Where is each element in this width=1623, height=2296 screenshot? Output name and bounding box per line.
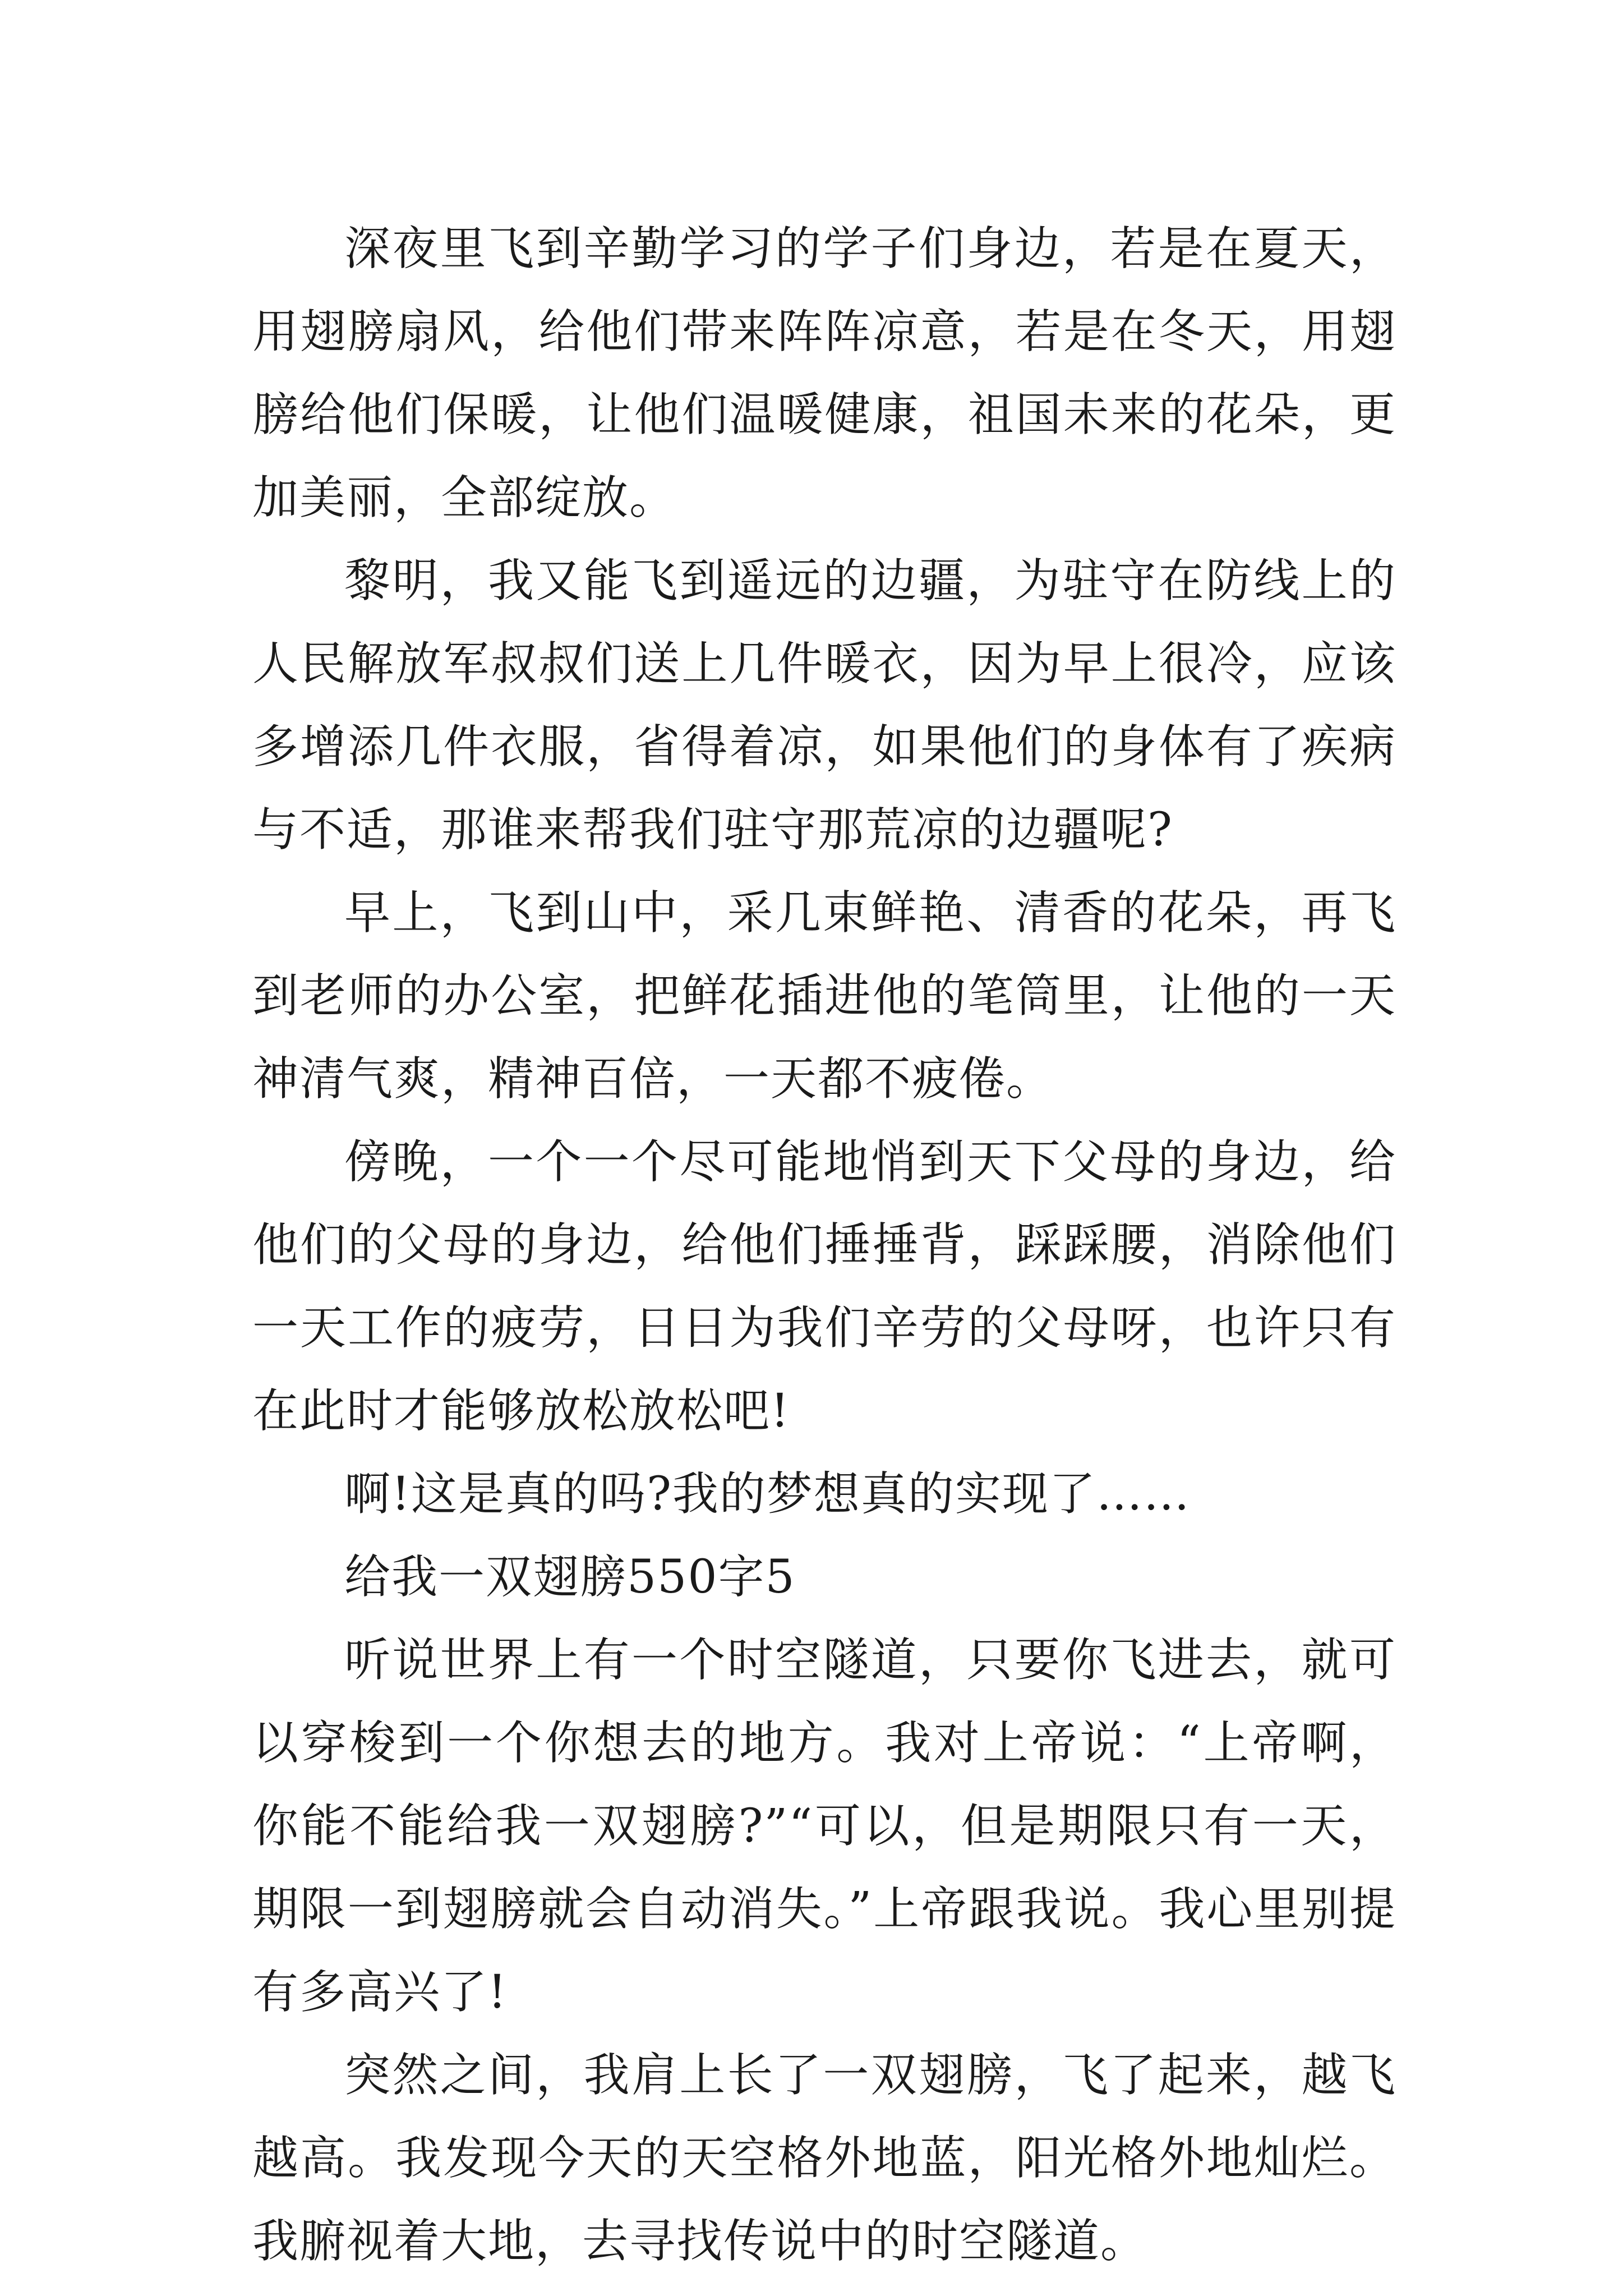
paragraph-dream-realized: 啊!这是真的吗?我的梦想真的实现了……: [344, 1467, 1191, 1521]
section-title: 给我一双翅膀550字5: [344, 1550, 796, 1604]
paragraph-morning-teacher: 早上，飞到山中，采几束鲜艳、清香的花朵，再飞到老师的办公室，把鲜花插进他的笔筒里，让他的一天神清气爽，精神百倍，一天都不疲倦。: [252, 886, 1396, 1106]
document-page: [252, 208, 1396, 2283]
paragraph-time-tunnel: 听说世界上有一个时空隧道，只要你飞进去，就可以穿梭到一个你想去的地方。我对上帝说：“上帝啊，你能不能给我一双翅膀?”“可以，但是期限只有一天，期限一到翅膀就会自动消失。”上帝跟我说。我心里别提有多高兴了!: [252, 1634, 1396, 2019]
paragraph-wings-grow: 突然之间，我肩上长了一双翅膀，飞了起来，越飞越高。我发现今天的天空格外地蓝，阳光格外地灿烂。我腑视着大地，去寻找传说中的时空隧道。: [252, 2049, 1396, 2268]
paragraph-night-students: 深夜里飞到辛勤学习的学子们身边，若是在夏天，用翅膀扇风，给他们带来阵阵凉意，若是在冬天，用翅膀给他们保暖，让他们温暖健康，祖国未来的花朵，更加美丽，全部绽放。: [252, 222, 1396, 524]
paragraph-dawn-border: 黎明，我又能飞到遥远的边疆，为驻守在防线上的人民解放军叔叔们送上几件暖衣，因为早上很冷，应该多增添几件衣服，省得着凉，如果他们的身体有了疾病与不适，那谁来帮我们驻守那荒凉的边疆呢?: [252, 554, 1396, 857]
paragraph-evening-parents: 傍晚，一个一个尽可能地悄到天下父母的身边，给他们的父母的身边，给他们捶捶背，踩踩腰，消除他们一天工作的疲劳，日日为我们辛劳的父母呀，也许只有在此时才能够放松放松吧!: [252, 1135, 1396, 1438]
